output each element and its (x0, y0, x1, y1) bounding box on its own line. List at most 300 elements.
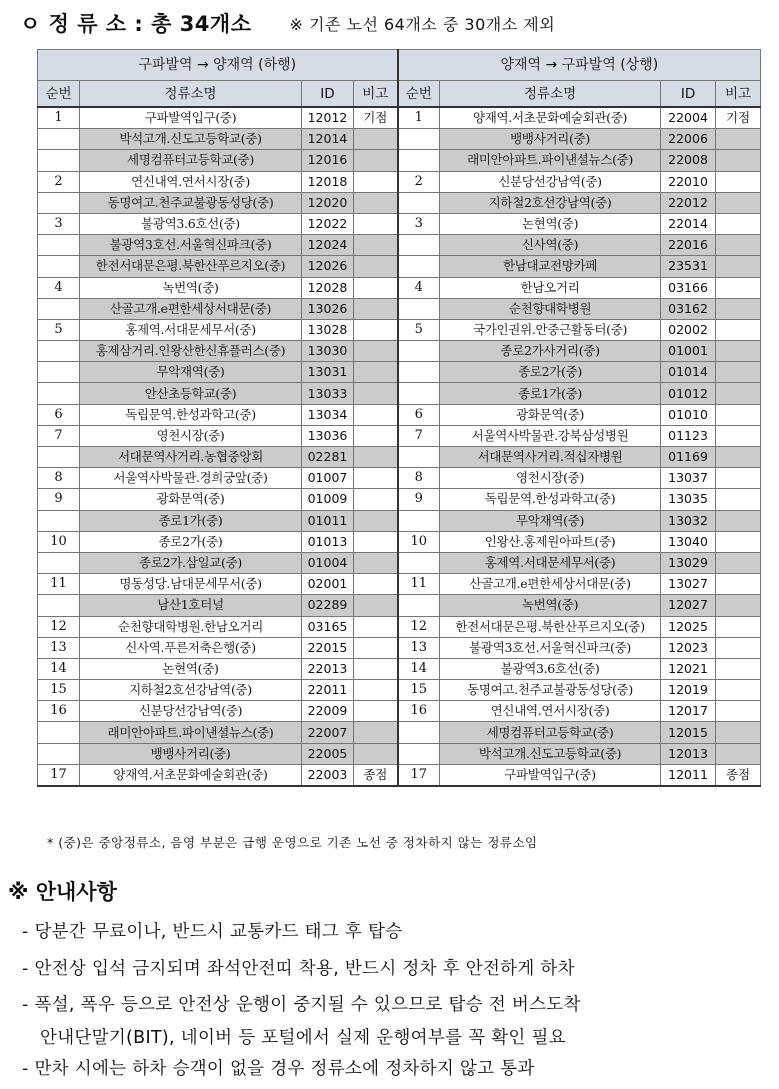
right-seq-cell (398, 256, 440, 277)
right-seq-cell (398, 341, 440, 362)
left-note-cell (354, 235, 398, 256)
right-stop-name-cell: 박석고개.신도고등학교(중) (440, 743, 661, 764)
right-stop-id-cell: 23531 (661, 256, 716, 277)
left-note-cell (354, 404, 398, 425)
left-seq-cell: 13 (38, 637, 80, 658)
left-stop-name-cell: 무악재역(중) (80, 362, 302, 383)
page-header (20, 6, 555, 40)
table-row (38, 319, 761, 340)
col-header-id: ID (661, 81, 716, 108)
right-note-cell (716, 383, 761, 404)
table-row (38, 129, 761, 150)
footnote: * (중)은 중앙정류소, 음영 부분은 급행 운영으로 기존 노선 중 정차하지 않는 정류소임 (47, 835, 538, 850)
guide-line: - 만차 시에는 하차 승객이 없을 경우 정류소에 정차하지 않고 통과 (22, 1059, 535, 1079)
right-seq-cell (398, 383, 440, 404)
left-stop-id-cell: 12014 (302, 129, 354, 150)
right-stop-id-cell: 12015 (661, 722, 716, 743)
left-stop-name-cell: 서울역사박물관.경희궁앞(중) (80, 468, 302, 489)
left-seq-cell: 3 (38, 213, 80, 234)
right-seq-cell (398, 510, 440, 531)
left-note-cell (354, 319, 398, 340)
left-stop-id-cell: 13036 (302, 425, 354, 446)
col-header-note: 비고 (716, 81, 761, 108)
left-seq-cell: 14 (38, 658, 80, 679)
left-stop-name-cell: 순천향대학병원.한남오거리 (80, 616, 302, 637)
right-stop-name-cell: 서울역사박물관.강북삼성병원 (440, 425, 661, 446)
guide-line: - 당분간 무료이나, 반드시 교통카드 태그 후 탑승 (22, 922, 403, 942)
right-stop-id-cell: 12023 (661, 637, 716, 658)
right-stop-name-cell: 녹번역(중) (440, 595, 661, 616)
right-note-cell (716, 701, 761, 722)
left-stop-id-cell: 12028 (302, 277, 354, 298)
guide-heading: ※ 안내사항 (8, 880, 117, 904)
right-stop-id-cell: 22012 (661, 192, 716, 213)
table-row (38, 150, 761, 171)
page-title: ㅇ 정 류 소 : 총 34개소 (20, 12, 252, 36)
right-stop-id-cell: 13040 (661, 531, 716, 552)
left-note-cell (354, 362, 398, 383)
left-stop-id-cell: 22011 (302, 680, 354, 701)
left-note-cell (354, 552, 398, 573)
right-stop-name-cell: 불광역3.6호선(중) (440, 658, 661, 679)
left-seq-cell: 1 (38, 107, 80, 129)
left-stop-id-cell: 12020 (302, 192, 354, 213)
left-note-cell (354, 595, 398, 616)
right-stop-id-cell: 12011 (661, 764, 716, 786)
right-seq-cell (398, 595, 440, 616)
right-stop-name-cell: 종로1가(중) (440, 383, 661, 404)
left-stop-name-cell: 박석고개.신도고등학교(중) (80, 129, 302, 150)
left-seq-cell: 10 (38, 531, 80, 552)
left-note-cell (354, 277, 398, 298)
left-stop-id-cell: 01004 (302, 552, 354, 573)
left-seq-cell: 7 (38, 425, 80, 446)
left-seq-cell (38, 192, 80, 213)
table-row (38, 341, 761, 362)
left-seq-cell: 17 (38, 764, 80, 786)
left-stop-name-cell: 신사역.푸른저축은행(중) (80, 637, 302, 658)
right-seq-cell: 16 (398, 701, 440, 722)
right-note-cell (716, 319, 761, 340)
page-subtitle: ※ 기존 노선 64개소 중 30개소 제외 (289, 14, 556, 34)
right-direction-header: 양재역 → 구파발역 (상행) (398, 50, 761, 81)
right-note-cell (716, 489, 761, 510)
left-seq-cell: 15 (38, 680, 80, 701)
left-stop-name-cell: 독립문역.한성과학고(중) (80, 404, 302, 425)
left-seq-cell (38, 722, 80, 743)
right-stop-name-cell: 무악재역(중) (440, 510, 661, 531)
left-stop-name-cell: 불광역3.6호선(중) (80, 213, 302, 234)
right-stop-name-cell: 순천향대학병원 (440, 298, 661, 319)
left-seq-cell (38, 447, 80, 468)
left-stop-id-cell: 22015 (302, 637, 354, 658)
table-row (38, 637, 761, 658)
right-note-cell (716, 743, 761, 764)
right-stop-id-cell: 12013 (661, 743, 716, 764)
left-stop-name-cell: 서대문역사거리.농협중앙회 (80, 447, 302, 468)
bus-stop-table (37, 49, 761, 787)
left-seq-cell (38, 298, 80, 319)
left-stop-id-cell: 02281 (302, 447, 354, 468)
left-stop-name-cell: 명동성당.남대문세무서(중) (80, 574, 302, 595)
left-stop-name-cell: 한전서대문은평.북한산푸르지오(중) (80, 256, 302, 277)
right-stop-id-cell: 22006 (661, 129, 716, 150)
right-seq-cell: 6 (398, 404, 440, 425)
right-note-cell (716, 658, 761, 679)
right-note-cell (716, 447, 761, 468)
right-note-cell (716, 680, 761, 701)
guide-line: 안내단말기(BIT), 네이버 등 포털에서 실제 운행여부를 꼭 확인 필요 (40, 1028, 566, 1048)
left-stop-name-cell: 동명여고.천주교불광동성당(중) (80, 192, 302, 213)
left-seq-cell: 11 (38, 574, 80, 595)
table-row (38, 425, 761, 446)
right-seq-cell: 12 (398, 616, 440, 637)
right-note-cell (716, 129, 761, 150)
right-seq-cell: 11 (398, 574, 440, 595)
left-stop-id-cell: 22013 (302, 658, 354, 679)
table-row (38, 552, 761, 573)
right-stop-id-cell: 03162 (661, 298, 716, 319)
left-stop-id-cell: 22005 (302, 743, 354, 764)
table-body (38, 107, 761, 786)
right-stop-name-cell: 신분당선강남역(중) (440, 171, 661, 192)
left-note-cell (354, 425, 398, 446)
right-stop-id-cell: 12027 (661, 595, 716, 616)
right-stop-name-cell: 지하철2호선강남역(중) (440, 192, 661, 213)
right-stop-id-cell: 01012 (661, 383, 716, 404)
table-row (38, 658, 761, 679)
right-seq-cell: 9 (398, 489, 440, 510)
table-row (38, 447, 761, 468)
right-stop-id-cell: 13032 (661, 510, 716, 531)
table-row (38, 256, 761, 277)
right-stop-id-cell: 22016 (661, 235, 716, 256)
left-seq-cell: 2 (38, 171, 80, 192)
table-row (38, 235, 761, 256)
right-note-cell (716, 341, 761, 362)
left-note-cell (354, 574, 398, 595)
right-note-cell (716, 616, 761, 637)
table-row (38, 595, 761, 616)
guide-line: - 폭설, 폭우 등으로 안전상 운행이 중지될 수 있으므로 탑승 전 버스도착 (22, 995, 581, 1015)
left-seq-cell (38, 362, 80, 383)
right-stop-name-cell: 구파발역입구(중) (440, 764, 661, 786)
right-stop-name-cell: 불광역3호선.서울혁신파크(중) (440, 637, 661, 658)
table-row (38, 680, 761, 701)
right-stop-name-cell: 독립문역.한성과학고(중) (440, 489, 661, 510)
right-stop-name-cell: 동명여고.천주교불광동성당(중) (440, 680, 661, 701)
left-stop-id-cell: 13034 (302, 404, 354, 425)
right-note-cell (716, 468, 761, 489)
right-stop-name-cell: 국가인권위.안중근활동터(중) (440, 319, 661, 340)
left-note-cell (354, 680, 398, 701)
table-row (38, 510, 761, 531)
right-stop-name-cell: 양재역.서초문화예술회관(중) (440, 107, 661, 129)
left-stop-id-cell: 13026 (302, 298, 354, 319)
right-seq-cell: 4 (398, 277, 440, 298)
right-seq-cell (398, 743, 440, 764)
right-note-cell (716, 362, 761, 383)
right-note-cell (716, 277, 761, 298)
right-stop-name-cell: 논현역(중) (440, 213, 661, 234)
col-header-id: ID (302, 81, 354, 108)
left-seq-cell (38, 235, 80, 256)
guide-line: - 안전상 입석 금지되며 좌석안전띠 착용, 반드시 정차 후 안전하게 하차 (22, 959, 575, 979)
table-row (38, 383, 761, 404)
right-stop-id-cell: 12019 (661, 680, 716, 701)
right-seq-cell (398, 298, 440, 319)
table-row (38, 743, 761, 764)
left-stop-name-cell: 뱅뱅사거리(중) (80, 743, 302, 764)
left-stop-id-cell: 02001 (302, 574, 354, 595)
left-seq-cell: 6 (38, 404, 80, 425)
table-row (38, 701, 761, 722)
right-seq-cell: 17 (398, 764, 440, 786)
left-note-cell: 종점 (354, 764, 398, 786)
right-note-cell (716, 171, 761, 192)
left-note-cell (354, 743, 398, 764)
right-stop-id-cell: 22014 (661, 213, 716, 234)
left-note-cell (354, 616, 398, 637)
table-row (38, 468, 761, 489)
right-stop-name-cell: 신사역(중) (440, 235, 661, 256)
left-stop-id-cell: 13031 (302, 362, 354, 383)
right-stop-name-cell: 뱅뱅사거리(중) (440, 129, 661, 150)
right-stop-id-cell: 12017 (661, 701, 716, 722)
right-note-cell (716, 256, 761, 277)
left-note-cell (354, 192, 398, 213)
table-row (38, 531, 761, 552)
left-seq-cell: 12 (38, 616, 80, 637)
left-seq-cell (38, 150, 80, 171)
left-note-cell (354, 510, 398, 531)
left-seq-cell: 5 (38, 319, 80, 340)
right-seq-cell (398, 552, 440, 573)
left-stop-name-cell: 불광역3호선.서울혁신파크(중) (80, 235, 302, 256)
right-note-cell (716, 552, 761, 573)
left-note-cell (354, 489, 398, 510)
right-stop-id-cell: 12021 (661, 658, 716, 679)
left-note-cell: 기점 (354, 107, 398, 129)
left-stop-name-cell: 종로2가.삼일교(중) (80, 552, 302, 573)
left-seq-cell: 8 (38, 468, 80, 489)
right-stop-name-cell: 인왕산.홍제원아파트(중) (440, 531, 661, 552)
left-seq-cell: 16 (38, 701, 80, 722)
left-stop-name-cell: 광화문역(중) (80, 489, 302, 510)
table-row (38, 298, 761, 319)
col-header-note: 비고 (354, 81, 398, 108)
left-stop-name-cell: 양재역.서초문화예술회관(중) (80, 764, 302, 786)
left-note-cell (354, 531, 398, 552)
right-note-cell (716, 574, 761, 595)
right-stop-id-cell: 01123 (661, 425, 716, 446)
right-stop-id-cell: 01010 (661, 404, 716, 425)
left-note-cell (354, 658, 398, 679)
right-seq-cell (398, 447, 440, 468)
left-note-cell (354, 150, 398, 171)
right-stop-name-cell: 한남대교전망카페 (440, 256, 661, 277)
left-note-cell (354, 468, 398, 489)
right-seq-cell: 2 (398, 171, 440, 192)
left-stop-name-cell: 세명컴퓨터고등학교(중) (80, 150, 302, 171)
left-stop-id-cell: 22009 (302, 701, 354, 722)
right-stop-name-cell: 한남오거리 (440, 277, 661, 298)
right-stop-id-cell: 01001 (661, 341, 716, 362)
left-stop-id-cell: 03165 (302, 616, 354, 637)
table-row (38, 722, 761, 743)
right-stop-id-cell: 12025 (661, 616, 716, 637)
left-seq-cell (38, 552, 80, 573)
right-stop-id-cell: 13035 (661, 489, 716, 510)
right-seq-cell: 8 (398, 468, 440, 489)
col-header-seq: 순번 (398, 81, 440, 108)
right-stop-name-cell: 세명컴퓨터고등학교(중) (440, 722, 661, 743)
table-row (38, 764, 761, 786)
left-stop-id-cell: 02289 (302, 595, 354, 616)
left-stop-name-cell: 안산초등학교(중) (80, 383, 302, 404)
right-note-cell (716, 637, 761, 658)
left-seq-cell: 4 (38, 277, 80, 298)
table-row (38, 616, 761, 637)
right-note-cell (716, 213, 761, 234)
right-note-cell (716, 595, 761, 616)
left-stop-name-cell: 녹번역(중) (80, 277, 302, 298)
right-stop-id-cell: 13029 (661, 552, 716, 573)
left-stop-name-cell: 구파발역입구(중) (80, 107, 302, 129)
left-note-cell (354, 298, 398, 319)
right-stop-id-cell: 01014 (661, 362, 716, 383)
right-stop-name-cell: 산골고개.e편한세상서대문(중) (440, 574, 661, 595)
left-stop-name-cell: 신분당선강남역(중) (80, 701, 302, 722)
right-stop-name-cell: 광화문역(중) (440, 404, 661, 425)
right-seq-cell: 1 (398, 107, 440, 129)
left-stop-id-cell: 22003 (302, 764, 354, 786)
left-stop-id-cell: 12012 (302, 107, 354, 129)
table-row (38, 213, 761, 234)
right-note-cell (716, 235, 761, 256)
right-stop-name-cell: 홍제역.서대문세무서(중) (440, 552, 661, 573)
right-stop-name-cell: 종로2가사거리(중) (440, 341, 661, 362)
col-header-name: 정류소명 (440, 81, 661, 108)
right-stop-name-cell: 연신내역.연서시장(중) (440, 701, 661, 722)
left-note-cell (354, 701, 398, 722)
left-stop-id-cell: 13033 (302, 383, 354, 404)
right-note-cell: 종점 (716, 764, 761, 786)
right-seq-cell: 5 (398, 319, 440, 340)
table-row (38, 362, 761, 383)
left-stop-name-cell: 남산1호터널 (80, 595, 302, 616)
right-note-cell: 기점 (716, 107, 761, 129)
left-note-cell (354, 171, 398, 192)
left-stop-id-cell: 01013 (302, 531, 354, 552)
left-stop-name-cell: 지하철2호선강남역(중) (80, 680, 302, 701)
right-stop-name-cell: 종로2가(중) (440, 362, 661, 383)
right-seq-cell: 3 (398, 213, 440, 234)
table-row (38, 574, 761, 595)
left-direction-header: 구파발역 → 양재역 (하행) (38, 50, 398, 81)
right-seq-cell (398, 235, 440, 256)
left-stop-name-cell: 홍제삼거리.인왕산한신휴플러스(중) (80, 341, 302, 362)
right-seq-cell: 13 (398, 637, 440, 658)
left-stop-name-cell: 홍제역.서대문세무서(중) (80, 319, 302, 340)
right-stop-id-cell: 22004 (661, 107, 716, 129)
right-stop-name-cell: 래미안아파트.파이낸셜뉴스(중) (440, 150, 661, 171)
right-stop-id-cell: 01169 (661, 447, 716, 468)
left-note-cell (354, 213, 398, 234)
left-note-cell (354, 722, 398, 743)
right-note-cell (716, 531, 761, 552)
right-stop-id-cell: 13037 (661, 468, 716, 489)
right-stop-name-cell: 영천시장(중) (440, 468, 661, 489)
right-note-cell (716, 510, 761, 531)
right-stop-name-cell: 한전서대문은평.북한산푸르지오(중) (440, 616, 661, 637)
col-header-seq: 순번 (38, 81, 80, 108)
left-seq-cell (38, 341, 80, 362)
left-note-cell (354, 129, 398, 150)
right-note-cell (716, 192, 761, 213)
right-stop-id-cell: 02002 (661, 319, 716, 340)
left-stop-name-cell: 영천시장(중) (80, 425, 302, 446)
table-row (38, 489, 761, 510)
table-row (38, 171, 761, 192)
left-stop-name-cell: 래미안아파트.파이낸셜뉴스(중) (80, 722, 302, 743)
right-seq-cell (398, 722, 440, 743)
right-note-cell (716, 722, 761, 743)
left-seq-cell (38, 510, 80, 531)
right-stop-id-cell: 22008 (661, 150, 716, 171)
table-row (38, 107, 761, 129)
right-stop-id-cell: 03166 (661, 277, 716, 298)
table-row (38, 192, 761, 213)
right-seq-cell: 7 (398, 425, 440, 446)
left-stop-id-cell: 01011 (302, 510, 354, 531)
table-row (38, 277, 761, 298)
left-note-cell (354, 637, 398, 658)
left-note-cell (354, 447, 398, 468)
left-stop-id-cell: 12018 (302, 171, 354, 192)
left-stop-name-cell: 논현역(중) (80, 658, 302, 679)
right-seq-cell (398, 129, 440, 150)
right-seq-cell (398, 362, 440, 383)
left-stop-id-cell: 12022 (302, 213, 354, 234)
left-stop-id-cell: 22007 (302, 722, 354, 743)
left-stop-name-cell: 종로1가(중) (80, 510, 302, 531)
right-stop-name-cell: 서대문역사거리.적십자병원 (440, 447, 661, 468)
right-note-cell (716, 404, 761, 425)
left-note-cell (354, 341, 398, 362)
left-stop-name-cell: 산골고개.e편한세상서대문(중) (80, 298, 302, 319)
col-header-name: 정류소명 (80, 81, 302, 108)
right-stop-id-cell: 13027 (661, 574, 716, 595)
left-stop-id-cell: 12026 (302, 256, 354, 277)
left-stop-id-cell: 01007 (302, 468, 354, 489)
left-stop-id-cell: 13030 (302, 341, 354, 362)
left-stop-id-cell: 12016 (302, 150, 354, 171)
left-seq-cell (38, 743, 80, 764)
right-note-cell (716, 298, 761, 319)
table-row (38, 404, 761, 425)
left-stop-id-cell: 01009 (302, 489, 354, 510)
left-seq-cell (38, 383, 80, 404)
right-seq-cell: 10 (398, 531, 440, 552)
left-note-cell (354, 383, 398, 404)
left-stop-name-cell: 연신내역.연서시장(중) (80, 171, 302, 192)
left-stop-name-cell: 종로2가(중) (80, 531, 302, 552)
left-stop-id-cell: 12024 (302, 235, 354, 256)
right-note-cell (716, 150, 761, 171)
left-stop-id-cell: 13028 (302, 319, 354, 340)
left-seq-cell: 9 (38, 489, 80, 510)
